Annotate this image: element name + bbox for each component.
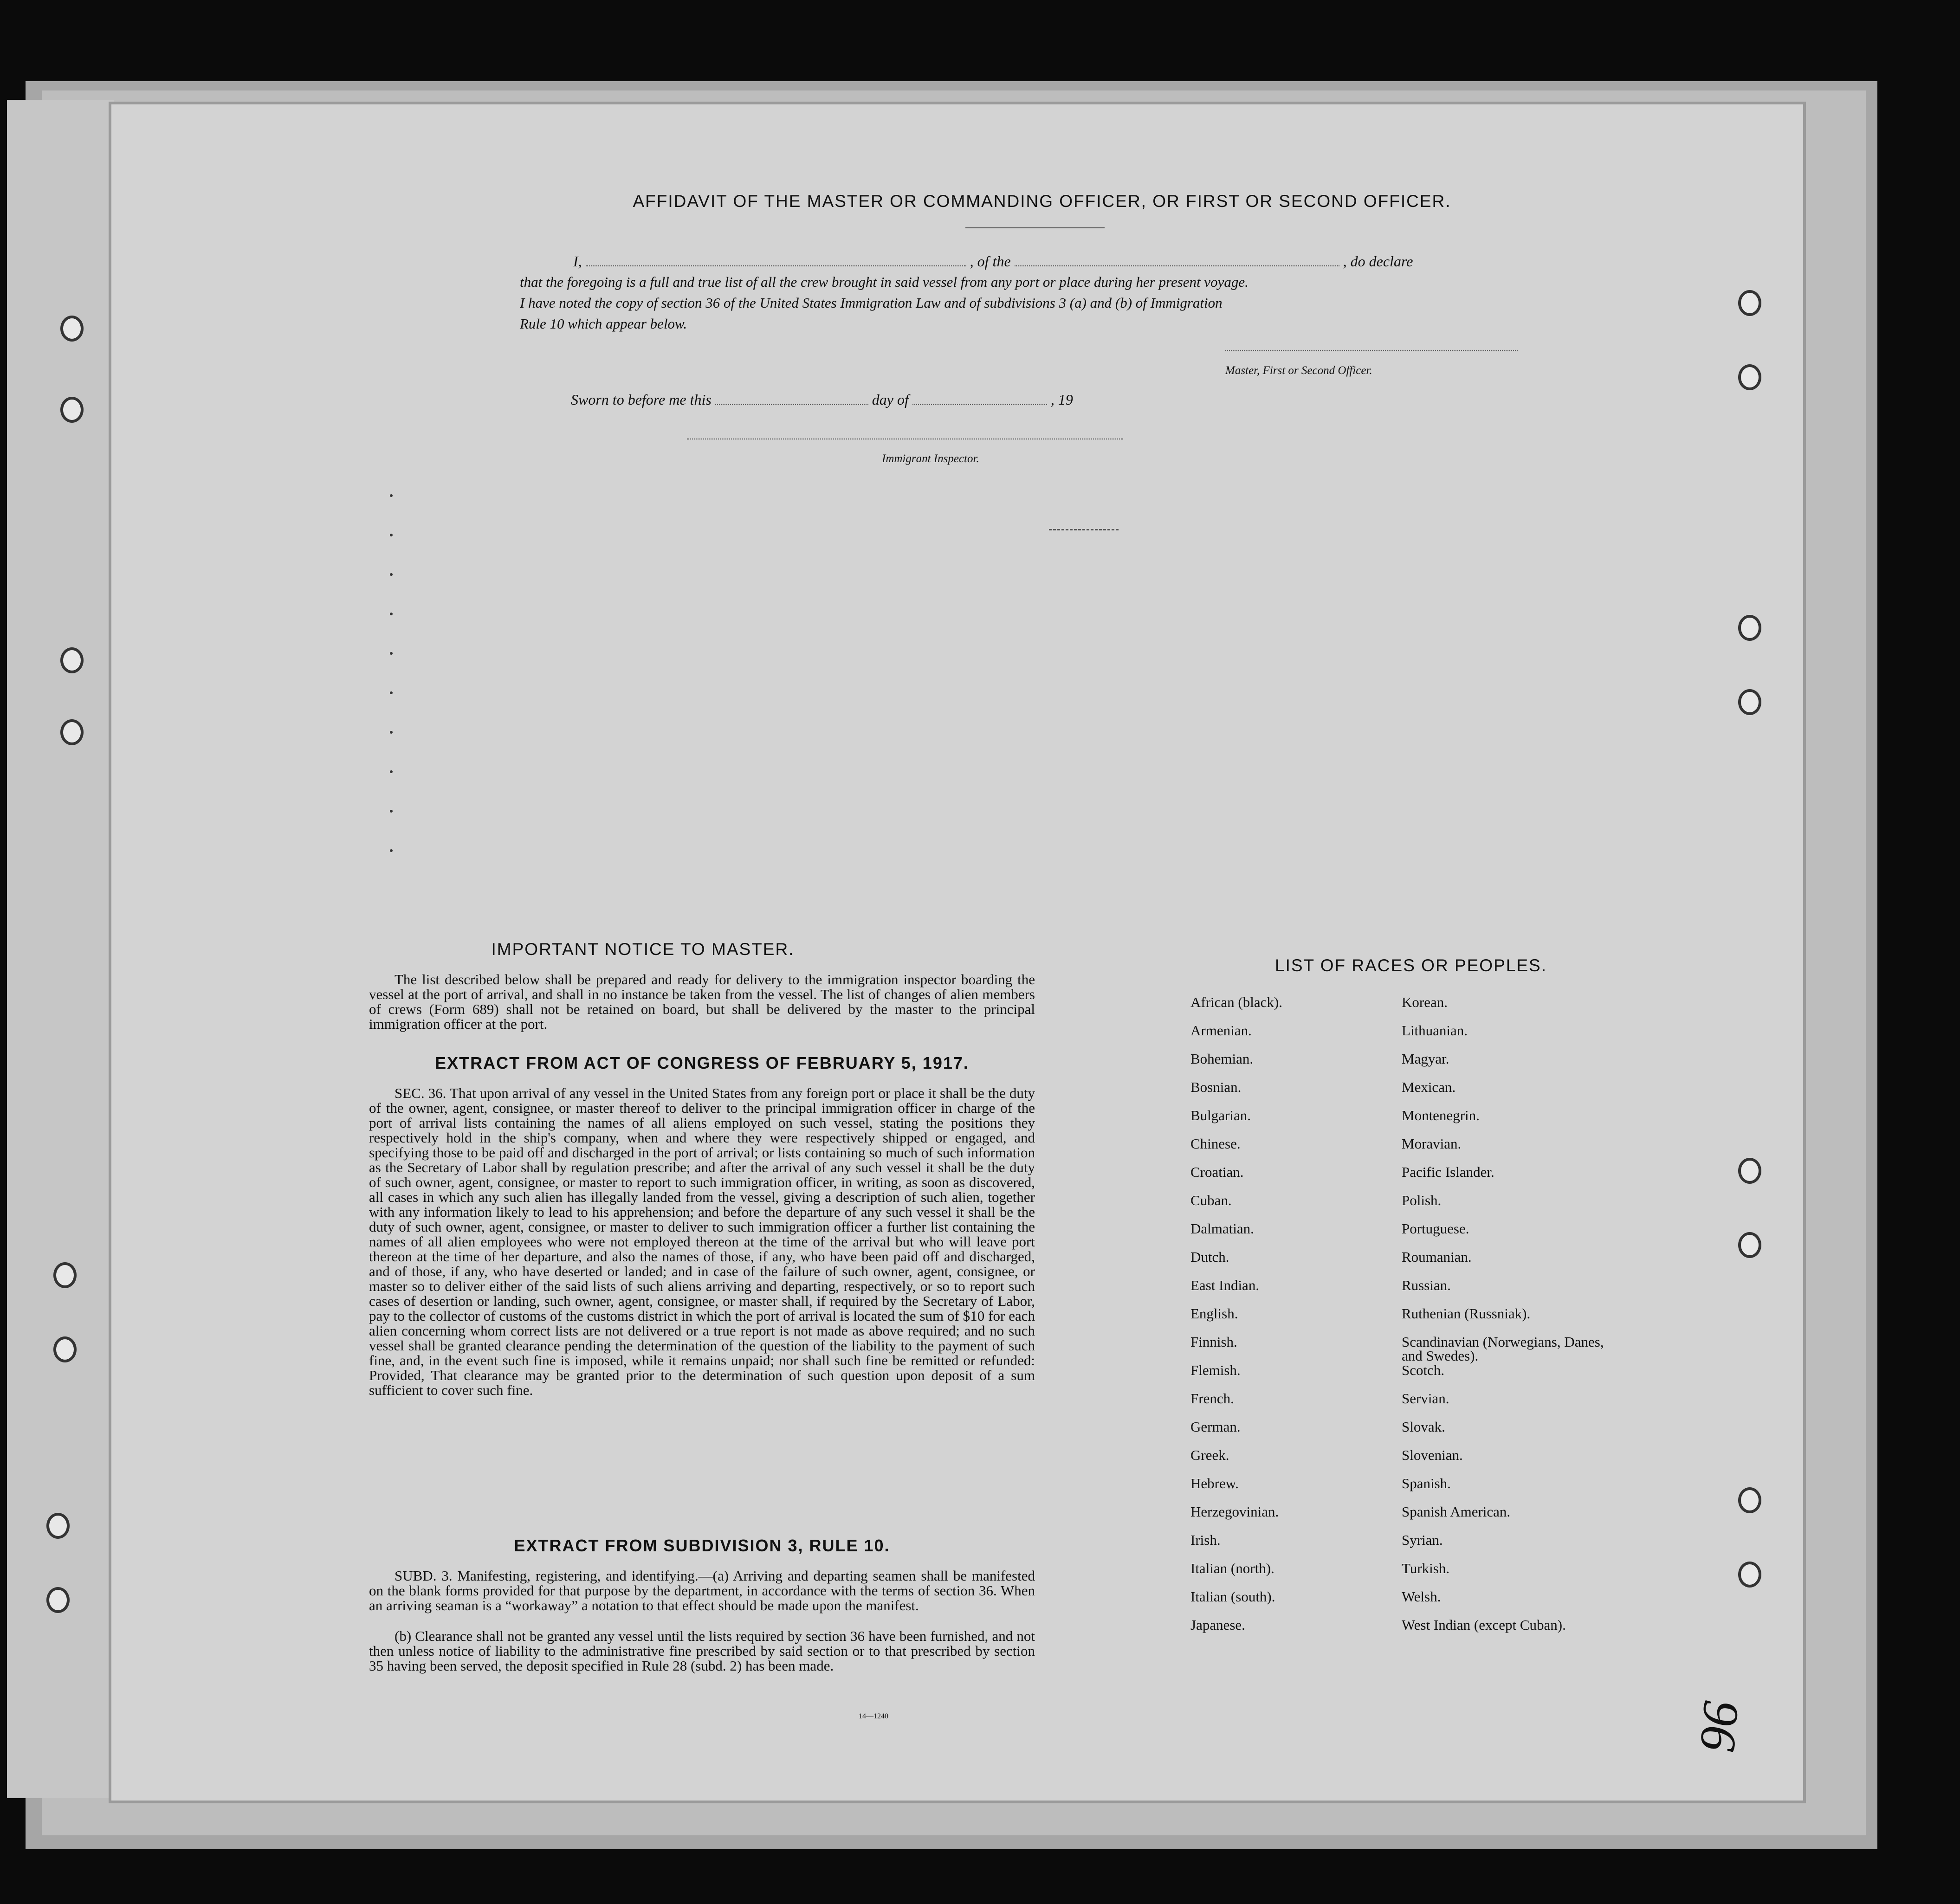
race-item: Ruthenian (Russniak). <box>1402 1305 1531 1322</box>
declarant-name-field[interactable] <box>586 265 966 266</box>
race-item: French. <box>1190 1390 1234 1407</box>
binder-hole <box>60 316 84 342</box>
binder-hole <box>1738 1487 1761 1513</box>
stray-dot <box>390 573 393 576</box>
act-title: EXTRACT FROM ACT OF CONGRESS OF FEBRUARY 5, 1917. <box>435 1053 969 1072</box>
race-item: Welsh. <box>1402 1588 1441 1605</box>
race-item: Cuban. <box>1190 1192 1232 1208</box>
act-text: SEC. 36. That upon arrival of any vessel in the United States from any foreign port or place it shall be the duty of the owner, agent, consignee, or master thereof to deliver to the principal immigration officer in charge of the port of arrival lists containing the names of all aliens employed on such vessel, stating the positions they respectively hold in the ship's company, when and where they were respectively shipped or engaged, and specifying those to be paid off and discharged in the port of arrival; or lists containing so much of such information as the Secretary of Labor shall by regulation prescribe; and after the arrival of any such vessel it shall be the duty of such owner, agent, consignee, or master to report to such immigration officer, in writing, as soon as discovered, all cases in which any such alien has illegally landed from the vessel, giving a description of such alien, together with any information likely to lead to his apprehension; and before the departure of any such vessel it shall be the duty of such owner, agent, consignee, or master to deliver to such immigration officer a further list containing the names of all alien employees who were not employed thereon at the time of the arrival but who will leave port thereon at the time of her departure, and also the names of those, if any, who have been paid off and discharged, and of those, if any, who have deserted or landed; and in case of the failure of such owner, agent, consignee, or master so to deliver either of the said lists of such aliens arriving and departing, respectively, or so to report such cases of desertion or landing, such owner, agent, consignee, or master shall, if required by the Secretary of Labor, pay to the collector of customs of the customs district in which the port of arrival is located the sum of $10 for each alien concerning whom correct lists are not delivered or a true report is not made as above required; and no such vessel shall be granted clearance pending the determination of the question of the liability to the payment of such fine, and, in the event such fine is imposed, while it remains unpaid; nor shall such fine be remitted or refunded: Provided, That clearance may be granted prior to the determination of such question upon deposit of a sum sufficient to cover such fine. <box>369 1085 1035 1398</box>
race-item: Syrian. <box>1402 1532 1443 1548</box>
race-item: West Indian (except Cuban). <box>1402 1617 1566 1633</box>
sworn-day-field[interactable] <box>715 404 868 405</box>
race-item: Moravian. <box>1402 1136 1462 1152</box>
race-item: German. <box>1190 1419 1241 1435</box>
race-item: Slovenian. <box>1402 1447 1463 1463</box>
binder-hole <box>60 397 84 423</box>
race-item: Polish. <box>1402 1192 1442 1208</box>
declarant-prefix: I, <box>573 253 582 270</box>
race-item: Portuguese. <box>1402 1220 1469 1237</box>
race-item: Italian (north). <box>1190 1560 1274 1576</box>
race-item: Bosnian. <box>1190 1079 1242 1095</box>
signature-field[interactable] <box>1225 350 1518 351</box>
race-item: Spanish American. <box>1402 1504 1511 1520</box>
stray-dot <box>390 691 393 694</box>
stray-dot <box>390 652 393 655</box>
affidavit-line-2: that the foregoing is a full and true list of all the crew brought in said vessel from any port or place during her present voyage. <box>520 274 1248 290</box>
binder-hole <box>46 1587 70 1613</box>
race-item: Russian. <box>1402 1277 1451 1293</box>
race-item: Pacific Islander. <box>1402 1164 1494 1180</box>
handwritten-page-number: 96 <box>1689 1697 1751 1754</box>
binder-hole <box>60 647 84 673</box>
race-item: Greek. <box>1190 1447 1229 1463</box>
declare-suffix: , do declare <box>1343 253 1413 270</box>
notice-text: The list described below shall be prepared and ready for delivery to the immigration inspector boarding the vessel at the port of arrival, and shall in no instance be taken from the vessel. The list of changes of alien members of crews (Form 689) shall not be retained on board, but shall be delivered by the master to the principal immigration officer at the port. <box>369 971 1035 1032</box>
binder-hole <box>1738 615 1761 641</box>
stray-dot <box>390 613 393 615</box>
race-item: Dutch. <box>1190 1249 1229 1265</box>
sworn-line <box>571 391 1267 408</box>
stray-dot <box>390 494 393 497</box>
affidavit-line-3: I have noted the copy of section 36 of the United States Immigration Law and of subdivisions 3 (a) and (b) of Immigration <box>520 295 1223 311</box>
race-item: Irish. <box>1190 1532 1221 1548</box>
race-item: Mexican. <box>1402 1079 1456 1095</box>
race-item: Lithuanian. <box>1402 1022 1468 1039</box>
affidavit-line-1 <box>520 253 1559 270</box>
form-number: 14—1240 <box>859 1712 888 1720</box>
binder-hole <box>1738 364 1761 390</box>
race-item: East Indian. <box>1190 1277 1260 1293</box>
rule-text-b: (b) Clearance shall not be granted any vessel until the lists required by section 36 have been furnished, and not then unless notice of liability to the administrative fine prescribed by said section or to that prescribed by section 35 having been served, the deposit specified in Rule 28 (subd. 2) has been made. <box>369 1628 1035 1674</box>
races-title: LIST OF RACES OR PEOPLES. <box>1275 956 1547 975</box>
binder-hole <box>60 719 84 745</box>
binder-hole <box>1738 1232 1761 1258</box>
race-item: Chinese. <box>1190 1136 1241 1152</box>
stray-dot <box>390 810 393 813</box>
race-item: Spanish. <box>1402 1475 1451 1491</box>
race-item: Dalmatian. <box>1190 1220 1254 1237</box>
stray-dot <box>390 534 393 536</box>
race-item: Korean. <box>1402 994 1448 1010</box>
races-right-column <box>1402 995 1620 1719</box>
day-of-text: day of <box>872 391 909 408</box>
race-item: African (black). <box>1190 994 1282 1010</box>
race-item: Bohemian. <box>1190 1051 1254 1067</box>
rule-text-a: SUBD. 3. Manifesting, registering, and identifying.—(a) Arriving and departing seamen shall be manifested on the blank forms provided for that purpose by the department, in accordance with the terms of section 36. When an arriving seaman is a “workaway” a notation to that effect should be made upon the manifest. <box>369 1568 1035 1614</box>
sworn-text: Sworn to before me this <box>571 391 712 408</box>
stray-dot <box>390 731 393 734</box>
race-item: Montenegrin. <box>1402 1107 1480 1123</box>
race-item: Hebrew. <box>1190 1475 1239 1491</box>
binder-hole <box>53 1336 77 1362</box>
affidavit-line-4: Rule 10 which appear below. <box>520 316 687 332</box>
stray-dashes <box>1049 529 1119 530</box>
race-item: English. <box>1190 1305 1238 1322</box>
race-item: Roumanian. <box>1402 1249 1472 1265</box>
races-left-column <box>1190 995 1390 1719</box>
stray-dot <box>390 849 393 852</box>
race-item: Herzegovinian. <box>1190 1504 1279 1520</box>
race-item: Japanese. <box>1190 1617 1245 1633</box>
affidavit-title: AFFIDAVIT OF THE MASTER OR COMMANDING OFFICER, OR FIRST OR SECOND OFFICER. <box>633 192 1451 211</box>
sworn-month-field[interactable] <box>912 404 1047 405</box>
binder-hole <box>1738 1158 1761 1184</box>
race-item: Armenian. <box>1190 1022 1252 1039</box>
binder-hole <box>46 1513 70 1539</box>
page-stack-left-edge <box>7 100 114 1798</box>
manifest-page <box>111 104 1803 1801</box>
race-item: Turkish. <box>1402 1560 1450 1576</box>
race-item: Magyar. <box>1402 1051 1449 1067</box>
year-text: , 19 <box>1050 391 1073 408</box>
stray-dot <box>390 770 393 773</box>
race-item: Slovak. <box>1402 1419 1445 1435</box>
title-rule <box>965 227 1105 228</box>
vessel-prefix: , of the <box>970 253 1011 270</box>
signature-label: Master, First or Second Officer. <box>1225 364 1372 377</box>
notice-title: IMPORTANT NOTICE TO MASTER. <box>491 940 795 959</box>
race-item: Italian (south). <box>1190 1588 1275 1605</box>
race-item: Scotch. <box>1402 1362 1445 1378</box>
race-item: Bulgarian. <box>1190 1107 1251 1123</box>
vessel-name-field[interactable] <box>1015 265 1339 266</box>
binder-hole <box>53 1262 77 1288</box>
binder-hole <box>1738 290 1761 316</box>
race-item: Croatian. <box>1190 1164 1244 1180</box>
inspector-label: Immigrant Inspector. <box>882 452 979 465</box>
binder-hole <box>1738 1562 1761 1588</box>
race-item: Scandinavian (Norwegians, Danes, and Swedes). <box>1402 1334 1604 1364</box>
rule-title: EXTRACT FROM SUBDIVISION 3, RULE 10. <box>514 1536 890 1555</box>
binder-hole <box>1738 689 1761 715</box>
race-item: Finnish. <box>1190 1334 1237 1350</box>
race-item: Servian. <box>1402 1390 1449 1407</box>
race-item: Flemish. <box>1190 1362 1241 1378</box>
